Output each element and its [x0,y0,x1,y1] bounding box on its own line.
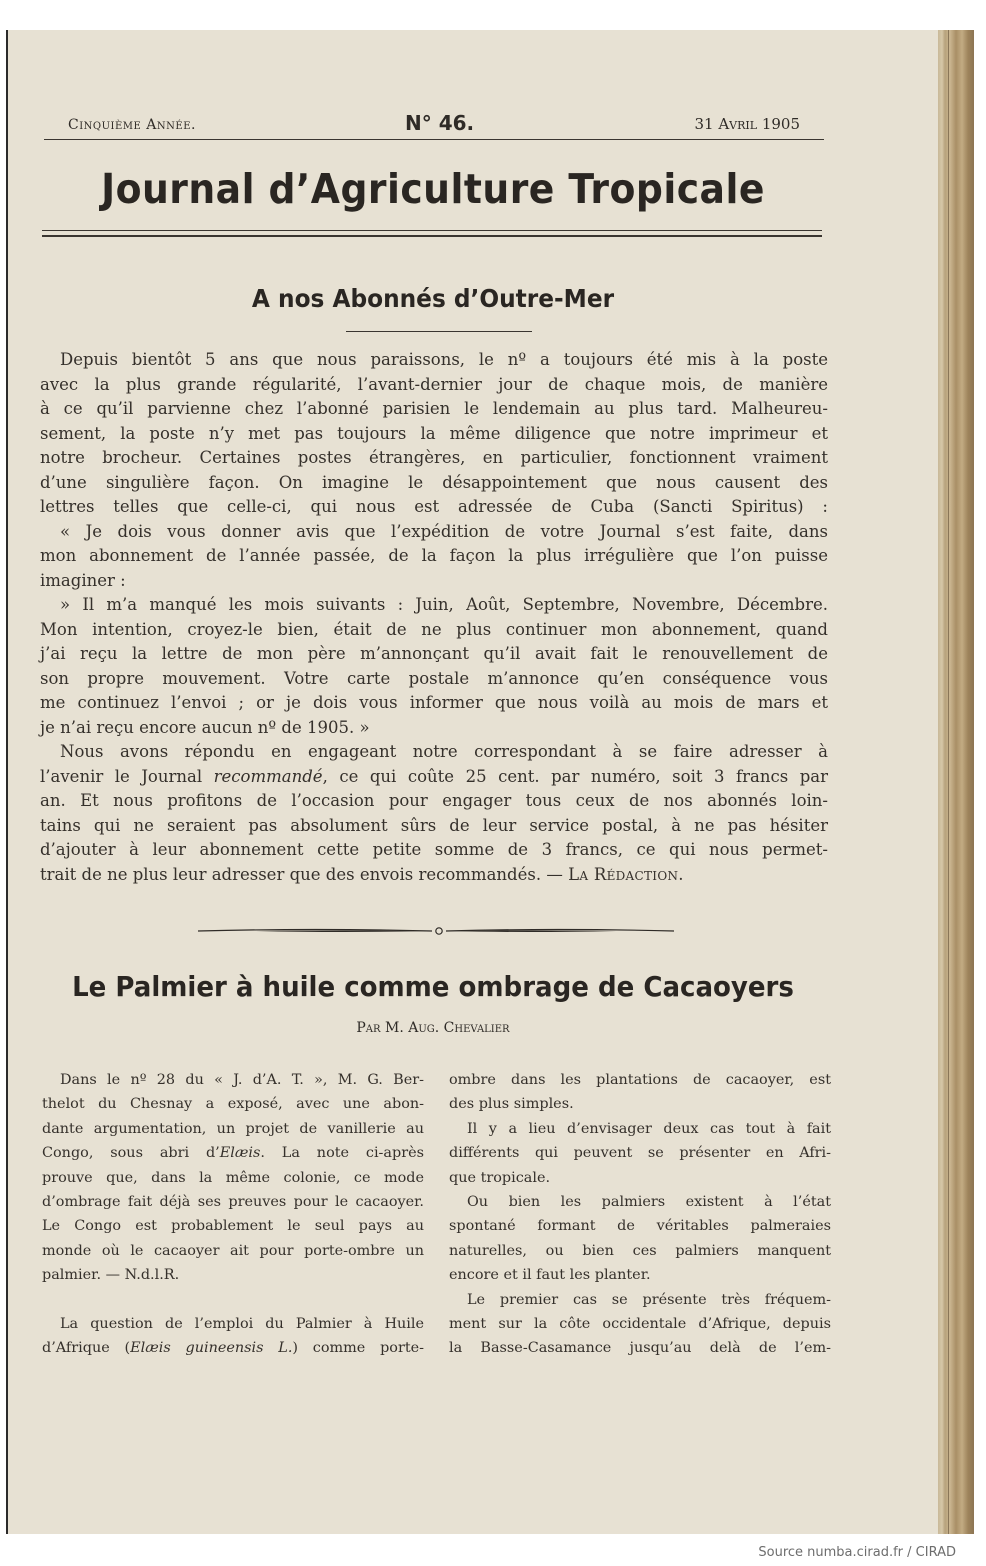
article-column-left [42,1068,424,1361]
text-line: me continuez l’envoi ; or je dois vous informer que nous voilà au mois de mars et [40,693,828,712]
text-line: d’une singulière façon. On imagine le désappointement que nous causent des [40,472,828,492]
emphasis-elaeis: Elæis [219,1145,261,1162]
text-line [40,863,828,888]
text-line: je n’ai reçu encore aucun nº de 1905. » [40,717,370,737]
text-fragment: . La note ci-après [260,1145,424,1162]
text-line: monde où le cacaoyer ait pour porte-ombre un [42,1242,424,1259]
text-line: thelot du Chesnay a exposé, avec une abon- [42,1096,424,1113]
notice-title: A nos Abonnés d’Outre-Mer [251,284,615,313]
text-line: des plus simples. [449,1096,574,1113]
text-line: que tropicale. [449,1169,551,1186]
text-line: mon abonnement de l’année passée, de la façon la plus irrégulière que l’on puisse [40,546,828,565]
issue-date: 31 Avril 1905 [694,115,800,133]
text-line: la Basse-Casamance jusqu’au delà de l’em- [449,1340,831,1357]
ornamental-divider [196,924,676,938]
text-line: prouve que, dans la même colonie, ce mode [42,1169,424,1186]
text-line: spontané formant de véritables palmeraies [449,1218,831,1235]
text-fragment: ) comme porte- [292,1340,424,1357]
masthead-rule-top [42,230,822,231]
issue-number: N° 46. [405,111,475,135]
text-line: Nous avons répondu en engageant notre correspondant à se faire adresser à [60,742,828,761]
text-fragment: , ce qui coûte 25 cent. par numéro, soit 3 francs par [322,766,828,786]
text-line [42,1336,424,1360]
header-rule [44,139,824,140]
text-line: Mon intention, croyez-le bien, était de ne plus continuer mon abonnement, quand [40,619,828,639]
text-line: tains qui ne seraient pas absolument sûrs de leur service postal, à ne pas hésiter [40,815,828,835]
text-line: Le premier cas se présente très fréquem- [467,1291,831,1308]
text-line: Il y a lieu d’envisager deux cas tout à fait [467,1120,831,1137]
signature-la-redaction: La Rédaction. [568,864,684,884]
article-column-right [449,1068,831,1361]
text-fragment: trait de ne plus leur adresser que des envois recommandés. — [40,864,563,884]
text-line: La question de l’emploi du Palmier à Huile [60,1315,424,1332]
text-line: sement, la poste n’y met pas toujours la même diligence que notre imprimeur et [40,423,828,443]
text-line: dante argumentation, un projet de vanillerie au [42,1120,424,1137]
text-line: an. Et nous profitons de l’occasion pour engager tous ceux de nos abonnés loin- [40,791,828,810]
text-line: imaginer : [40,570,126,590]
text-line: naturelles, ou bien ces palmiers manquent [449,1242,831,1259]
text-line: ment sur la côte occidentale d’Afrique, depuis [449,1315,831,1332]
text-line: à ce qu’il parvienne chez l’abonné parisien le lendemain au plus tard. Malheureu- [40,399,828,418]
text-line: palmier. — N.d.l.R. [42,1267,180,1284]
year-label: Cinquième Année. [68,117,196,133]
text-line: Dans le nº 28 du « J. d’A. T. », M. G. Ber- [60,1072,424,1088]
text-line [40,765,828,790]
masthead-rule-bottom [42,235,822,237]
text-line: d’ombrage fait déjà ses preuves pour le cacaoyer. [42,1193,424,1210]
text-fragment: Congo, sous abri d’ [42,1145,220,1162]
paragraph-gap [42,1288,424,1312]
emphasis-species: Elæis guineensis L. [130,1340,293,1357]
notice-body [40,348,828,887]
book-binding-edge [938,30,974,1534]
text-line: ombre dans les plantations de cacaoyer, est [449,1072,831,1088]
emphasis-recommande: recommandé [213,766,323,786]
text-line: lettres telles que celle-ci, qui nous est adressée de Cuba (Sancti Spiritus) : [40,497,828,516]
text-line: Depuis bientôt 5 ans que nous paraissons, le nº a toujours été mis à la poste [60,350,828,369]
source-credit: Source numba.cirad.fr / CIRAD [758,1545,956,1560]
text-line: notre brocheur. Certaines postes étrangères, en particulier, fonctionnent vraiment [40,448,828,467]
article-title: Le Palmier à huile comme ombrage de Cacaoyers [72,970,794,1003]
text-line: avec la plus grande régularité, l’avant-dernier jour de chaque mois, de manière [40,374,828,394]
text-line: d’ajouter à leur abonnement cette petite somme de 3 francs, ce qui nous permet- [40,840,828,859]
text-fragment: d’Afrique ( [42,1340,131,1357]
journal-title: Journal d’Agriculture Tropicale [101,165,765,213]
text-line [42,1141,424,1165]
text-line: Le Congo est probablement le seul pays au [42,1218,424,1235]
notice-title-underline [346,331,532,332]
text-line: » Il m’a manqué les mois suivants : Juin, Août, Septembre, Novembre, Décembre. [60,595,828,614]
ornament-center-knot [436,928,442,934]
text-line: Ou bien les palmiers existent à l’état [467,1193,831,1210]
text-line: encore et il faut les planter. [449,1267,651,1284]
text-line: j’ai reçu la lettre de mon père m’annonçant qu’il avait fait le renouvellement de [40,644,828,663]
text-line: différents qui peuvent se présenter en Afri- [449,1145,831,1162]
text-line: son propre mouvement. Votre carte postale m’annonce qu’en conséquence vous [40,668,828,688]
text-line: « Je dois vous donner avis que l’expédition de votre Journal s’est faite, dans [60,521,828,541]
text-fragment: l’avenir le Journal [40,766,203,786]
article-byline: Par M. Aug. Chevalier [356,1020,510,1036]
